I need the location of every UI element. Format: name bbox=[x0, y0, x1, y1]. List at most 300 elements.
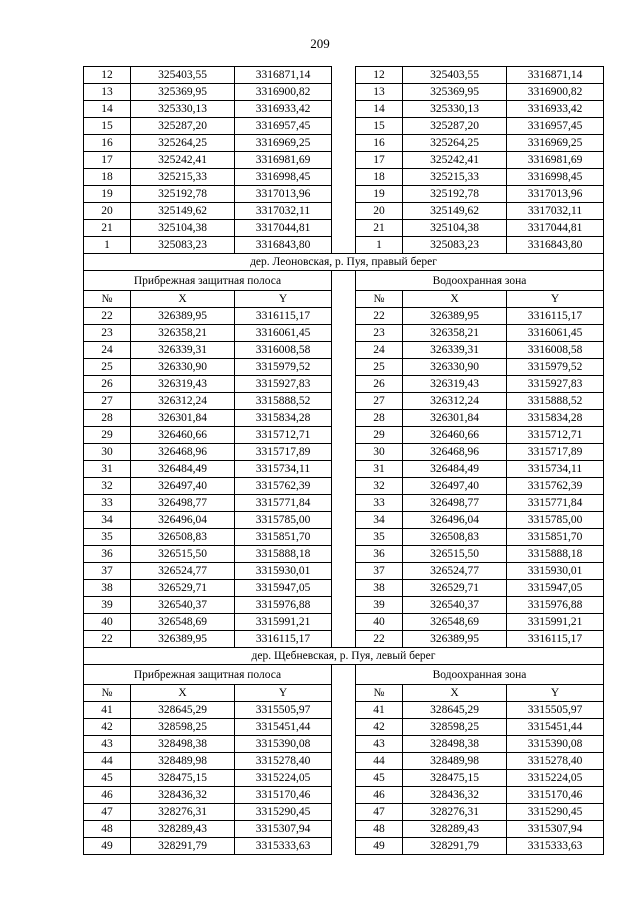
right-point-number: 27 bbox=[356, 393, 403, 410]
right-point-number: 24 bbox=[356, 342, 403, 359]
column-gap bbox=[332, 393, 356, 410]
right-y-coordinate: 3315947,05 bbox=[507, 580, 604, 597]
left-y-coordinate: 3315976,88 bbox=[235, 597, 332, 614]
table-row bbox=[84, 495, 604, 512]
right-point-number: 22 bbox=[356, 308, 403, 325]
table-row bbox=[84, 427, 604, 444]
left-y-coordinate: 3316061,45 bbox=[235, 325, 332, 342]
table-row bbox=[84, 702, 604, 719]
left-point-number: 48 bbox=[84, 821, 131, 838]
left-point-number: 26 bbox=[84, 376, 131, 393]
left-point-number: 49 bbox=[84, 838, 131, 855]
left-point-number: 37 bbox=[84, 563, 131, 580]
column-gap bbox=[332, 203, 356, 220]
left-point-number: 16 bbox=[84, 135, 131, 152]
right-y-coordinate: 3316900,82 bbox=[507, 84, 604, 101]
table-row bbox=[84, 393, 604, 410]
right-y-coordinate: 3316871,14 bbox=[507, 67, 604, 84]
left-x-coordinate: 328475,15 bbox=[131, 770, 235, 787]
table-row bbox=[84, 787, 604, 804]
column-gap bbox=[332, 271, 356, 291]
column-gap bbox=[332, 478, 356, 495]
column-gap bbox=[332, 152, 356, 169]
column-gap bbox=[332, 614, 356, 631]
left-x-coordinate: 326339,31 bbox=[131, 342, 235, 359]
left-point-number: 32 bbox=[84, 478, 131, 495]
right-y-coordinate: 3315224,05 bbox=[507, 770, 604, 787]
right-point-number: 31 bbox=[356, 461, 403, 478]
right-y-coordinate: 3316969,25 bbox=[507, 135, 604, 152]
left-x-coordinate: 325149,62 bbox=[131, 203, 235, 220]
page-number: 209 bbox=[310, 36, 330, 51]
table-row bbox=[84, 342, 604, 359]
left-y-coordinate: 3316843,80 bbox=[235, 237, 332, 254]
left-number-header: № bbox=[84, 685, 131, 702]
left-point-number: 13 bbox=[84, 84, 131, 101]
left-point-number: 31 bbox=[84, 461, 131, 478]
left-x-coordinate: 326468,96 bbox=[131, 444, 235, 461]
table-row bbox=[84, 325, 604, 342]
right-y-coordinate: 3316933,42 bbox=[507, 101, 604, 118]
left-x-coordinate: 325192,78 bbox=[131, 186, 235, 203]
right-point-number: 13 bbox=[356, 84, 403, 101]
left-y-header: Y bbox=[235, 685, 332, 702]
left-point-number: 15 bbox=[84, 118, 131, 135]
table-row bbox=[84, 821, 604, 838]
left-x-coordinate: 328598,25 bbox=[131, 719, 235, 736]
column-gap bbox=[332, 546, 356, 563]
right-y-coordinate: 3315170,46 bbox=[507, 787, 604, 804]
table-row bbox=[84, 135, 604, 152]
right-x-coordinate: 326358,21 bbox=[403, 325, 507, 342]
right-y-coordinate: 3316115,17 bbox=[507, 308, 604, 325]
right-x-coordinate: 328645,29 bbox=[403, 702, 507, 719]
right-x-coordinate: 325215,33 bbox=[403, 169, 507, 186]
left-y-coordinate: 3316900,82 bbox=[235, 84, 332, 101]
column-gap bbox=[332, 702, 356, 719]
right-point-number: 30 bbox=[356, 444, 403, 461]
table-row bbox=[84, 67, 604, 84]
left-point-number: 28 bbox=[84, 410, 131, 427]
table-row bbox=[84, 101, 604, 118]
right-x-coordinate: 326389,95 bbox=[403, 631, 507, 648]
table-row bbox=[84, 614, 604, 631]
column-gap bbox=[332, 67, 356, 84]
left-zone-heading: Прибрежная защитная полоса bbox=[84, 271, 332, 291]
right-x-coordinate: 326548,69 bbox=[403, 614, 507, 631]
column-gap bbox=[332, 838, 356, 855]
right-y-coordinate: 3315333,63 bbox=[507, 838, 604, 855]
left-y-coordinate: 3317013,96 bbox=[235, 186, 332, 203]
right-x-coordinate: 326339,31 bbox=[403, 342, 507, 359]
right-x-coordinate: 325083,23 bbox=[403, 237, 507, 254]
left-x-coordinate: 325369,95 bbox=[131, 84, 235, 101]
right-point-number: 36 bbox=[356, 546, 403, 563]
left-y-coordinate: 3315734,11 bbox=[235, 461, 332, 478]
right-y-coordinate: 3315785,00 bbox=[507, 512, 604, 529]
left-y-coordinate: 3315224,05 bbox=[235, 770, 332, 787]
right-y-coordinate: 3315278,40 bbox=[507, 753, 604, 770]
right-y-coordinate: 3315927,83 bbox=[507, 376, 604, 393]
left-y-coordinate: 3315170,46 bbox=[235, 787, 332, 804]
right-point-number: 46 bbox=[356, 787, 403, 804]
left-point-number: 41 bbox=[84, 702, 131, 719]
left-x-coordinate: 326524,77 bbox=[131, 563, 235, 580]
column-gap bbox=[332, 821, 356, 838]
column-gap bbox=[332, 753, 356, 770]
left-point-number: 38 bbox=[84, 580, 131, 597]
left-x-header: X bbox=[131, 291, 235, 308]
column-gap bbox=[332, 665, 356, 685]
right-y-coordinate: 3315290,45 bbox=[507, 804, 604, 821]
table-row bbox=[84, 220, 604, 237]
column-header-row bbox=[84, 685, 604, 702]
right-y-coordinate: 3315771,84 bbox=[507, 495, 604, 512]
right-y-coordinate: 3315930,01 bbox=[507, 563, 604, 580]
right-y-coordinate: 3315888,52 bbox=[507, 393, 604, 410]
table-row bbox=[84, 308, 604, 325]
column-gap bbox=[332, 736, 356, 753]
right-x-coordinate: 328498,38 bbox=[403, 736, 507, 753]
right-x-coordinate: 326389,95 bbox=[403, 308, 507, 325]
right-zone-heading: Водоохранная зона bbox=[356, 665, 604, 685]
left-point-number: 22 bbox=[84, 631, 131, 648]
left-x-coordinate: 326484,49 bbox=[131, 461, 235, 478]
left-point-number: 29 bbox=[84, 427, 131, 444]
left-x-coordinate: 325403,55 bbox=[131, 67, 235, 84]
left-y-coordinate: 3317032,11 bbox=[235, 203, 332, 220]
right-y-coordinate: 3317013,96 bbox=[507, 186, 604, 203]
left-point-number: 27 bbox=[84, 393, 131, 410]
left-x-coordinate: 326548,69 bbox=[131, 614, 235, 631]
right-y-coordinate: 3315976,88 bbox=[507, 597, 604, 614]
right-y-coordinate: 3315851,70 bbox=[507, 529, 604, 546]
column-gap bbox=[332, 84, 356, 101]
right-x-coordinate: 326540,37 bbox=[403, 597, 507, 614]
right-x-coordinate: 326515,50 bbox=[403, 546, 507, 563]
left-x-coordinate: 326358,21 bbox=[131, 325, 235, 342]
left-y-coordinate: 3316998,45 bbox=[235, 169, 332, 186]
column-gap bbox=[332, 410, 356, 427]
column-gap bbox=[332, 186, 356, 203]
table-row bbox=[84, 546, 604, 563]
column-gap bbox=[332, 427, 356, 444]
right-point-number: 20 bbox=[356, 203, 403, 220]
right-number-header: № bbox=[356, 291, 403, 308]
section-title-row bbox=[84, 254, 604, 271]
left-point-number: 43 bbox=[84, 736, 131, 753]
right-x-coordinate: 326319,43 bbox=[403, 376, 507, 393]
right-point-number: 18 bbox=[356, 169, 403, 186]
table-row bbox=[84, 359, 604, 376]
right-point-number: 38 bbox=[356, 580, 403, 597]
column-gap bbox=[332, 308, 356, 325]
left-y-coordinate: 3315888,18 bbox=[235, 546, 332, 563]
table-row bbox=[84, 719, 604, 736]
right-point-number: 14 bbox=[356, 101, 403, 118]
left-y-coordinate: 3315851,70 bbox=[235, 529, 332, 546]
table-row bbox=[84, 597, 604, 614]
left-point-number: 40 bbox=[84, 614, 131, 631]
left-point-number: 21 bbox=[84, 220, 131, 237]
table-row bbox=[84, 580, 604, 597]
left-point-number: 45 bbox=[84, 770, 131, 787]
left-y-coordinate: 3315333,63 bbox=[235, 838, 332, 855]
left-x-coordinate: 326497,40 bbox=[131, 478, 235, 495]
table-row bbox=[84, 631, 604, 648]
left-x-coordinate: 326389,95 bbox=[131, 631, 235, 648]
left-point-number: 34 bbox=[84, 512, 131, 529]
right-x-coordinate: 325264,25 bbox=[403, 135, 507, 152]
left-y-coordinate: 3316115,17 bbox=[235, 631, 332, 648]
right-y-coordinate: 3316998,45 bbox=[507, 169, 604, 186]
column-gap bbox=[332, 169, 356, 186]
left-x-coordinate: 326515,50 bbox=[131, 546, 235, 563]
zone-heading-row bbox=[84, 665, 604, 685]
right-x-coordinate: 325149,62 bbox=[403, 203, 507, 220]
right-x-coordinate: 326496,04 bbox=[403, 512, 507, 529]
column-header-row bbox=[84, 291, 604, 308]
right-y-coordinate: 3316115,17 bbox=[507, 631, 604, 648]
left-x-coordinate: 326498,77 bbox=[131, 495, 235, 512]
left-y-coordinate: 3315505,97 bbox=[235, 702, 332, 719]
coordinates-table bbox=[83, 66, 604, 855]
right-y-coordinate: 3315888,18 bbox=[507, 546, 604, 563]
left-y-coordinate: 3315991,21 bbox=[235, 614, 332, 631]
left-point-number: 25 bbox=[84, 359, 131, 376]
left-x-header: X bbox=[131, 685, 235, 702]
left-point-number: 18 bbox=[84, 169, 131, 186]
left-point-number: 44 bbox=[84, 753, 131, 770]
right-x-coordinate: 328289,43 bbox=[403, 821, 507, 838]
right-point-number: 40 bbox=[356, 614, 403, 631]
left-number-header: № bbox=[84, 291, 131, 308]
table-row bbox=[84, 529, 604, 546]
table-row bbox=[84, 118, 604, 135]
right-y-coordinate: 3315979,52 bbox=[507, 359, 604, 376]
right-x-coordinate: 328598,25 bbox=[403, 719, 507, 736]
left-y-coordinate: 3315979,52 bbox=[235, 359, 332, 376]
left-x-coordinate: 325264,25 bbox=[131, 135, 235, 152]
left-y-coordinate: 3315390,08 bbox=[235, 736, 332, 753]
column-gap bbox=[332, 101, 356, 118]
left-point-number: 24 bbox=[84, 342, 131, 359]
table-row bbox=[84, 169, 604, 186]
left-y-coordinate: 3316969,25 bbox=[235, 135, 332, 152]
left-point-number: 14 bbox=[84, 101, 131, 118]
left-y-coordinate: 3316115,17 bbox=[235, 308, 332, 325]
column-gap bbox=[332, 563, 356, 580]
column-gap bbox=[332, 685, 356, 702]
column-gap bbox=[332, 719, 356, 736]
column-gap bbox=[332, 495, 356, 512]
left-x-coordinate: 325104,38 bbox=[131, 220, 235, 237]
right-y-coordinate: 3315505,97 bbox=[507, 702, 604, 719]
left-y-coordinate: 3316957,45 bbox=[235, 118, 332, 135]
right-x-coordinate: 326312,24 bbox=[403, 393, 507, 410]
right-x-coordinate: 326484,49 bbox=[403, 461, 507, 478]
table-row bbox=[84, 838, 604, 855]
left-x-coordinate: 326319,43 bbox=[131, 376, 235, 393]
column-gap bbox=[332, 444, 356, 461]
column-gap bbox=[332, 118, 356, 135]
right-point-number: 33 bbox=[356, 495, 403, 512]
left-y-coordinate: 3315278,40 bbox=[235, 753, 332, 770]
left-y-coordinate: 3315834,28 bbox=[235, 410, 332, 427]
left-point-number: 42 bbox=[84, 719, 131, 736]
left-y-coordinate: 3315930,01 bbox=[235, 563, 332, 580]
left-x-coordinate: 325330,13 bbox=[131, 101, 235, 118]
table-row bbox=[84, 736, 604, 753]
right-y-coordinate: 3316957,45 bbox=[507, 118, 604, 135]
left-y-header: Y bbox=[235, 291, 332, 308]
left-y-coordinate: 3317044,81 bbox=[235, 220, 332, 237]
left-point-number: 19 bbox=[84, 186, 131, 203]
right-y-coordinate: 3316981,69 bbox=[507, 152, 604, 169]
right-point-number: 29 bbox=[356, 427, 403, 444]
left-y-coordinate: 3315290,45 bbox=[235, 804, 332, 821]
right-x-coordinate: 326301,84 bbox=[403, 410, 507, 427]
left-x-coordinate: 325242,41 bbox=[131, 152, 235, 169]
left-x-coordinate: 328289,43 bbox=[131, 821, 235, 838]
right-x-coordinate: 326460,66 bbox=[403, 427, 507, 444]
right-y-coordinate: 3315762,39 bbox=[507, 478, 604, 495]
left-y-coordinate: 3315451,44 bbox=[235, 719, 332, 736]
right-x-coordinate: 325330,13 bbox=[403, 101, 507, 118]
left-point-number: 30 bbox=[84, 444, 131, 461]
left-y-coordinate: 3316981,69 bbox=[235, 152, 332, 169]
left-point-number: 23 bbox=[84, 325, 131, 342]
left-zone-heading: Прибрежная защитная полоса bbox=[84, 665, 332, 685]
column-gap bbox=[332, 804, 356, 821]
right-point-number: 28 bbox=[356, 410, 403, 427]
right-y-coordinate: 3317044,81 bbox=[507, 220, 604, 237]
right-x-coordinate: 325369,95 bbox=[403, 84, 507, 101]
left-point-number: 17 bbox=[84, 152, 131, 169]
right-point-number: 21 bbox=[356, 220, 403, 237]
left-y-coordinate: 3315785,00 bbox=[235, 512, 332, 529]
column-gap bbox=[332, 631, 356, 648]
left-x-coordinate: 328498,38 bbox=[131, 736, 235, 753]
left-x-coordinate: 325287,20 bbox=[131, 118, 235, 135]
right-x-coordinate: 325104,38 bbox=[403, 220, 507, 237]
left-point-number: 20 bbox=[84, 203, 131, 220]
column-gap bbox=[332, 461, 356, 478]
left-x-coordinate: 326312,24 bbox=[131, 393, 235, 410]
left-x-coordinate: 326496,04 bbox=[131, 512, 235, 529]
left-x-coordinate: 328645,29 bbox=[131, 702, 235, 719]
table-row bbox=[84, 410, 604, 427]
right-y-coordinate: 3316008,58 bbox=[507, 342, 604, 359]
right-point-number: 37 bbox=[356, 563, 403, 580]
left-point-number: 12 bbox=[84, 67, 131, 84]
left-point-number: 46 bbox=[84, 787, 131, 804]
left-point-number: 33 bbox=[84, 495, 131, 512]
right-point-number: 35 bbox=[356, 529, 403, 546]
left-x-coordinate: 325215,33 bbox=[131, 169, 235, 186]
left-y-coordinate: 3315717,89 bbox=[235, 444, 332, 461]
column-gap bbox=[332, 220, 356, 237]
right-point-number: 23 bbox=[356, 325, 403, 342]
table-row bbox=[84, 186, 604, 203]
right-point-number: 41 bbox=[356, 702, 403, 719]
left-y-coordinate: 3315888,52 bbox=[235, 393, 332, 410]
right-point-number: 12 bbox=[356, 67, 403, 84]
right-point-number: 44 bbox=[356, 753, 403, 770]
right-point-number: 1 bbox=[356, 237, 403, 254]
right-y-coordinate: 3316843,80 bbox=[507, 237, 604, 254]
left-y-coordinate: 3316008,58 bbox=[235, 342, 332, 359]
right-y-coordinate: 3315717,89 bbox=[507, 444, 604, 461]
right-point-number: 43 bbox=[356, 736, 403, 753]
left-x-coordinate: 326529,71 bbox=[131, 580, 235, 597]
left-x-coordinate: 328436,32 bbox=[131, 787, 235, 804]
section-title-row bbox=[84, 648, 604, 665]
right-y-coordinate: 3315307,94 bbox=[507, 821, 604, 838]
right-x-coordinate: 325287,20 bbox=[403, 118, 507, 135]
left-point-number: 47 bbox=[84, 804, 131, 821]
table-row bbox=[84, 237, 604, 254]
right-x-coordinate: 328291,79 bbox=[403, 838, 507, 855]
right-point-number: 25 bbox=[356, 359, 403, 376]
left-point-number: 39 bbox=[84, 597, 131, 614]
right-x-header: X bbox=[403, 291, 507, 308]
right-x-coordinate: 326524,77 bbox=[403, 563, 507, 580]
right-x-coordinate: 325242,41 bbox=[403, 152, 507, 169]
right-point-number: 22 bbox=[356, 631, 403, 648]
table-row bbox=[84, 804, 604, 821]
right-point-number: 34 bbox=[356, 512, 403, 529]
left-point-number: 35 bbox=[84, 529, 131, 546]
left-x-coordinate: 328276,31 bbox=[131, 804, 235, 821]
right-y-coordinate: 3315991,21 bbox=[507, 614, 604, 631]
right-point-number: 26 bbox=[356, 376, 403, 393]
column-gap bbox=[332, 342, 356, 359]
right-x-coordinate: 328276,31 bbox=[403, 804, 507, 821]
right-x-coordinate: 326468,96 bbox=[403, 444, 507, 461]
right-y-header: Y bbox=[507, 291, 604, 308]
right-x-coordinate: 326330,90 bbox=[403, 359, 507, 376]
left-y-coordinate: 3315712,71 bbox=[235, 427, 332, 444]
table-row bbox=[84, 512, 604, 529]
column-gap bbox=[332, 529, 356, 546]
right-x-coordinate: 325403,55 bbox=[403, 67, 507, 84]
column-gap bbox=[332, 359, 356, 376]
right-x-coordinate: 325192,78 bbox=[403, 186, 507, 203]
right-point-number: 47 bbox=[356, 804, 403, 821]
column-gap bbox=[332, 291, 356, 308]
table-row bbox=[84, 152, 604, 169]
table-row bbox=[84, 203, 604, 220]
column-gap bbox=[332, 787, 356, 804]
left-x-coordinate: 326330,90 bbox=[131, 359, 235, 376]
left-y-coordinate: 3316933,42 bbox=[235, 101, 332, 118]
left-point-number: 22 bbox=[84, 308, 131, 325]
column-gap bbox=[332, 376, 356, 393]
zone-heading-row bbox=[84, 271, 604, 291]
right-y-coordinate: 3316061,45 bbox=[507, 325, 604, 342]
right-y-coordinate: 3315390,08 bbox=[507, 736, 604, 753]
left-x-coordinate: 326301,84 bbox=[131, 410, 235, 427]
left-y-coordinate: 3315771,84 bbox=[235, 495, 332, 512]
column-gap bbox=[332, 580, 356, 597]
column-gap bbox=[332, 325, 356, 342]
right-point-number: 49 bbox=[356, 838, 403, 855]
right-point-number: 15 bbox=[356, 118, 403, 135]
table-row bbox=[84, 563, 604, 580]
table-row bbox=[84, 84, 604, 101]
left-x-coordinate: 326540,37 bbox=[131, 597, 235, 614]
